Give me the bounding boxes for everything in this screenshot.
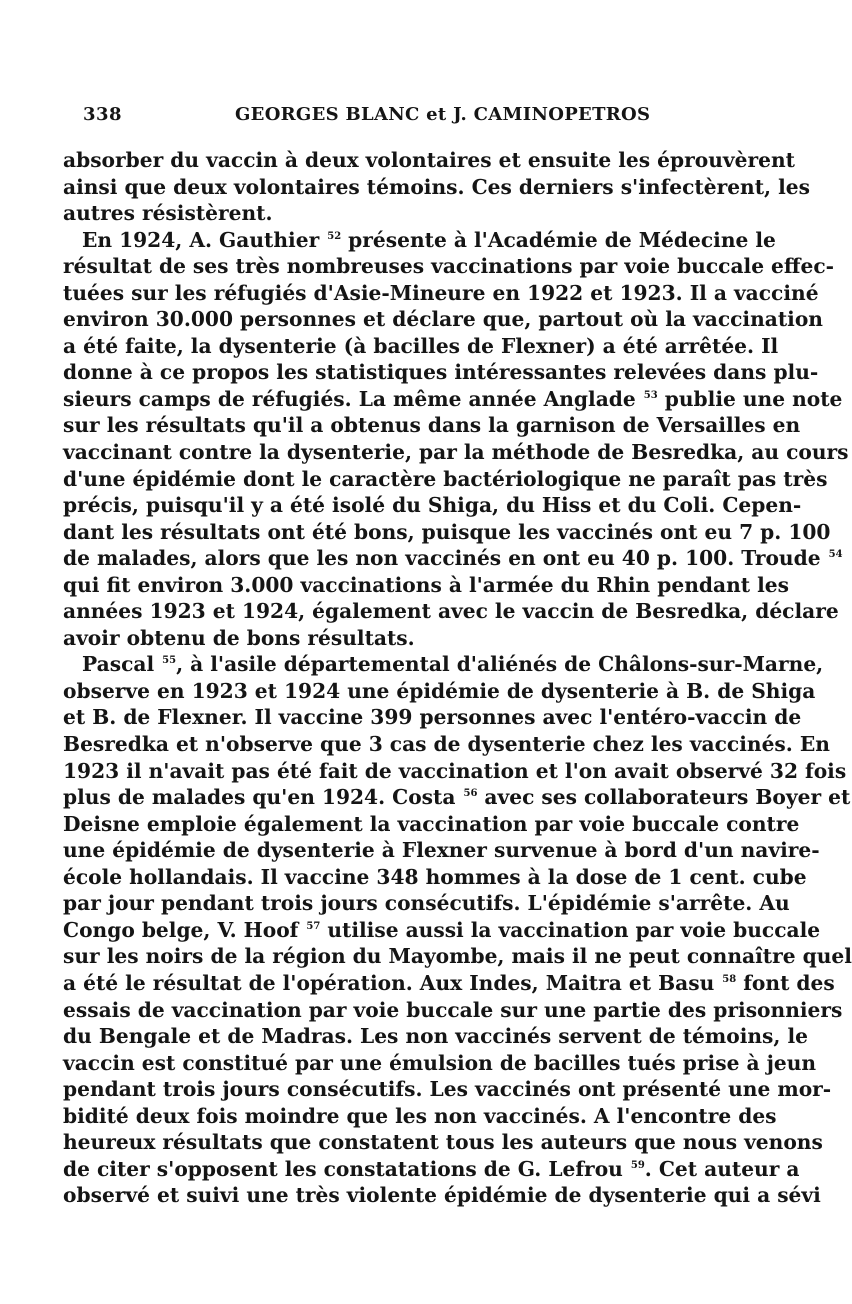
- footnote-ref: 53: [643, 389, 658, 401]
- body-text: [63, 147, 852, 1209]
- text-line: autres résistèrent.: [63, 201, 273, 226]
- text-line: En 1924, A. Gauthier $^{52}$ présente à l'Académie de Médecine le: [82, 227, 776, 252]
- footnote-ref: 52: [327, 230, 342, 242]
- text-line: école hollandais. Il vaccine 348 hommes à la dose de 1 cent. cube: [63, 864, 807, 889]
- text-line: environ 30.000 personnes et déclare que, partout où la vaccination: [63, 307, 823, 332]
- text-line: d'une épidémie dont le caractère bactériologique ne paraît pas très: [63, 466, 828, 491]
- text-line: ainsi que deux volontaires témoins. Ces derniers s'infectèrent, les: [63, 174, 810, 199]
- text-line: avoir obtenu de bons résultats.: [63, 625, 415, 650]
- text-line: sieurs camps de réfugiés. La même année Anglade $^{53}$ publie une note: [63, 386, 843, 411]
- footnote-ref: 59: [630, 1159, 645, 1171]
- text-line: observe en 1923 et 1924 une épidémie de dysenterie à B. de Shiga: [63, 678, 816, 703]
- footnote-ref: 55: [162, 655, 177, 667]
- text-line: essais de vaccination par voie buccale sur une partie des prisonniers: [63, 997, 843, 1022]
- text-line: Congo belge, V. Hoof $^{57}$ utilise aussi la vaccination par voie buccale: [63, 917, 821, 942]
- text-line: Deisne emploie également la vaccination par voie buccale contre: [63, 811, 800, 836]
- footnote-ref: 58: [722, 973, 737, 985]
- text-line: a été le résultat de l'opération. Aux Indes, Maitra et Basu $^{58}$ font des: [63, 970, 835, 995]
- text-line: pendant trois jours consécutifs. Les vaccinés ont présenté une mor-: [63, 1077, 832, 1102]
- text-line: de malades, alors que les non vaccinés en ont eu 40 p. 100. Troude $^{54}$: [63, 546, 843, 571]
- footnote-ref: 54: [828, 549, 843, 561]
- text-line: précis, puisqu'il y a été isolé du Shiga, du Hiss et du Coli. Cepen-: [63, 493, 802, 518]
- footnote-ref: 56: [463, 788, 478, 800]
- text-line: absorber du vaccin à deux volontaires et ensuite les éprouvèrent: [63, 148, 795, 172]
- text-line: années 1923 et 1924, également avec le vaccin de Besredka, déclare: [63, 599, 839, 624]
- text-line: et B. de Flexner. Il vaccine 399 personnes avec l'entéro-vaccin de: [63, 705, 802, 730]
- text-line: une épidémie de dysenterie à Flexner survenue à bord d'un navire-: [63, 838, 820, 863]
- footnote-ref: 57: [306, 920, 321, 932]
- text-line: a été faite, la dysenterie (à bacilles de Flexner) a été arrêtée. Il: [63, 333, 779, 358]
- text-line: observé et suivi une très violente épidémie de dysenterie qui a sévi: [63, 1183, 821, 1208]
- text-line: vaccinant contre la dysenterie, par la méthode de Besredka, au cours: [63, 440, 849, 465]
- text-line: vaccin est constitué par une émulsion de bacilles tués prise à jeun: [63, 1050, 817, 1075]
- text-line: sur les noirs de la région du Mayombe, mais il ne peut connaître quel: [63, 944, 852, 969]
- text-line: du Bengale et de Madras. Les non vaccinés servent de témoins, le: [63, 1024, 808, 1049]
- text-line: heureux résultats que constatent tous les auteurs que nous venons: [63, 1130, 823, 1155]
- text-line: qui fit environ 3.000 vaccinations à l'armée du Rhin pendant les: [63, 572, 789, 597]
- text-line: résultat de ses très nombreuses vaccinations par voie buccale effec-: [63, 254, 834, 279]
- text-line: Besredka et n'observe que 3 cas de dysenterie chez les vaccinés. En: [63, 732, 830, 757]
- running-header: [63, 104, 743, 130]
- text-line: 1923 il n'avait pas été fait de vaccination et l'on avait observé 32 fois: [63, 758, 847, 783]
- page-number: 338: [83, 104, 123, 125]
- text-line: de citer s'opposent les constatations de G. Lefrou $^{59}$. Cet auteur a: [63, 1156, 800, 1181]
- text-line: plus de malades qu'en 1924. Costa $^{56}$ avec ses collaborateurs Boyer et: [63, 785, 851, 810]
- text-line: tuées sur les réfugiés d'Asie-Mineure en 1922 et 1923. Il a vacciné: [63, 280, 819, 305]
- text-line: bidité deux fois moindre que les non vaccinés. A l'encontre des: [63, 1103, 777, 1128]
- text-line: Pascal $^{55}$, à l'asile départemental d'aliénés de Châlons-sur-Marne,: [82, 652, 824, 677]
- text-line: par jour pendant trois jours consécutifs. L'épidémie s'arrête. Au: [63, 891, 790, 916]
- text-line: donne à ce propos les statistiques intéressantes relevées dans plu-: [63, 360, 819, 385]
- text-line: sur les résultats qu'il a obtenus dans la garnison de Versailles en: [63, 413, 801, 438]
- text-line: dant les résultats ont été bons, puisque les vaccinés ont eu 7 p. 100: [63, 519, 831, 544]
- running-title: GEORGES BLANC et J. CAMINOPETROS: [235, 104, 651, 125]
